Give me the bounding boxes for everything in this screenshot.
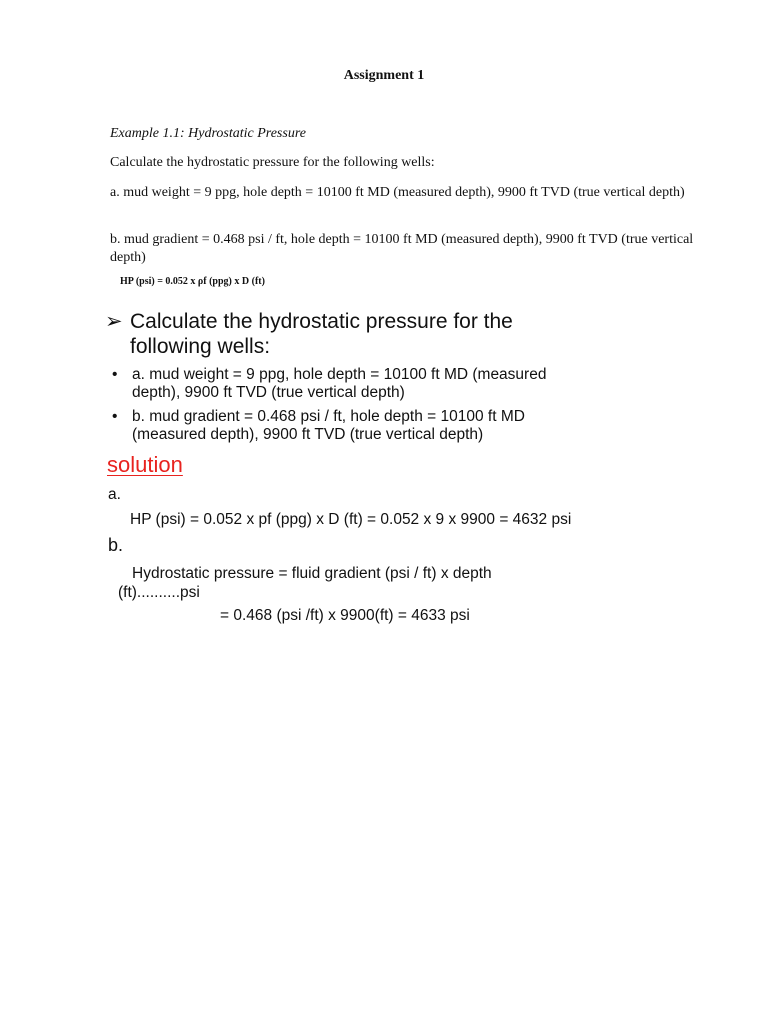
slide-bullet-b-text: b. mud gradient = 0.468 psi / ft, hole depth = 10100 ft MD (measured depth), 9900 ft TVD (true vertical depth) xyxy=(132,408,525,443)
solution-b-line-1: Hydrostatic pressure = fluid gradient (psi / ft) x depth xyxy=(132,565,492,582)
example-heading: Example 1.1: Hydrostatic Pressure xyxy=(110,126,306,141)
intro-text: Calculate the hydrostatic pressure for the following wells: xyxy=(110,155,435,170)
slide-bullet-b xyxy=(112,408,592,444)
solution-b-line-2: (ft)..........psi xyxy=(118,584,200,601)
slide-bullet-a xyxy=(112,366,592,402)
question-part-a: a. mud weight = 9 ppg, hole depth = 10100 ft MD (measured depth), 9900 ft TVD (true vertical depth) xyxy=(110,185,685,200)
slide-heading-text: Calculate the hydrostatic pressure for the following wells: xyxy=(130,310,513,358)
solution-heading: solution xyxy=(107,452,183,477)
arrow-bullet-icon: ➢ xyxy=(105,310,123,333)
solution-a-label: a. xyxy=(108,486,121,503)
page-title: Assignment 1 xyxy=(343,68,425,83)
solution-b-result: = 0.468 (psi /ft) x 9900(ft) = 4633 psi xyxy=(220,607,470,624)
bullet-icon: • xyxy=(112,366,118,383)
bullet-icon: • xyxy=(112,408,118,425)
solution-b-label: b. xyxy=(108,535,124,555)
solution-a-equation: HP (psi) = 0.052 x pf (ppg) x D (ft) = 0.052 x 9 x 9900 = 4632 psi xyxy=(130,511,572,528)
slide-heading xyxy=(105,309,565,359)
formula-image-text: HP (psi) = 0.052 x ρf (ppg) x D (ft) xyxy=(120,276,265,287)
slide-bullet-a-text: a. mud weight = 9 ppg, hole depth = 10100 ft MD (measured depth), 9900 ft TVD (true vertical depth) xyxy=(132,366,547,401)
question-part-b: b. mud gradient = 0.468 psi / ft, hole depth = 10100 ft MD (measured depth), 9900 ft TVD (true vertical depth) xyxy=(110,232,694,265)
